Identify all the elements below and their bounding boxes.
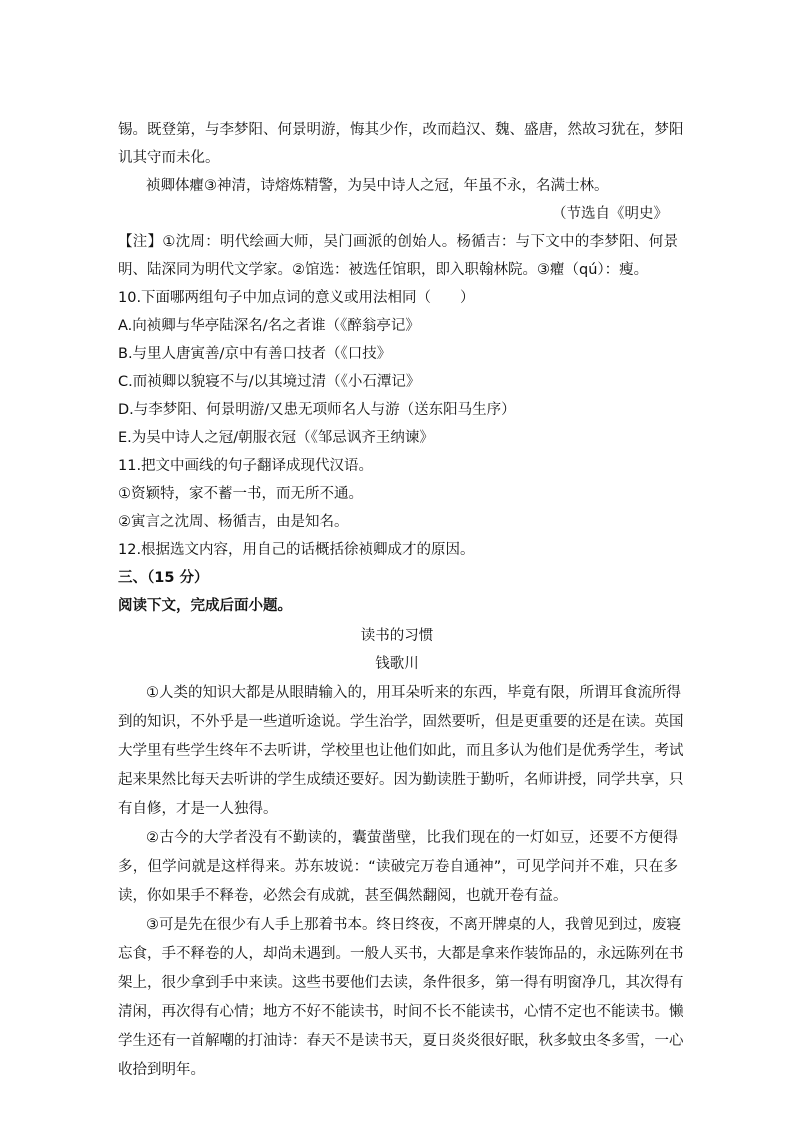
passage-line: 锡。既登第，与李梦阳、何景明游，悔其少作，改而趋汉、魏、盛唐，然故习犹在，梦阳	[118, 122, 684, 138]
article-line: 读，你如果手不释卷，必然会有成就，甚至偶然翻阅，也就开卷有益。	[118, 888, 568, 904]
article-title: 读书的习惯	[360, 628, 434, 644]
article-line: ②古今的大学者没有不勤读的，囊萤凿壁，比我们现在的一灯如豆，还要不方便得	[146, 830, 678, 846]
passage-line: 讥其守而未化。	[118, 150, 220, 166]
article-line: 多，但学问就是这样得来。苏东坡说：“读破完万卷自通神”，可见学问并不难，只在多	[118, 859, 678, 875]
question-10-option-d: D.与李梦阳、何景明游/又患无项师名人与游（送东阳马生序）	[118, 402, 516, 418]
question-10-option-a: A.向祯卿与华亭陆深名/名之者谁（《醉翁亭记》	[118, 318, 420, 334]
passage-source: （节选自《明史》	[552, 206, 668, 222]
question-10-option-b: B.与里人唐寅善/京中有善口技者（《口技》	[118, 346, 392, 362]
article-line: 到的知识，不外乎是一些道听途说。学生治学，固然要听，但是更重要的还是在读。英国	[118, 714, 684, 730]
question-10-option-e: E.为吴中诗人之冠/朝服衣冠（《邹忌讽齐王纳谏》	[118, 430, 434, 446]
article-line: 大学里有些学生终年不去听讲，学校里也让他们如此，而且多认为他们是优秀学生，考试	[118, 743, 684, 759]
notes-line: 明、陆深同为明代文学家。②馆选：被选任馆职，即入职翰林院。③癯（qú）：瘦。	[118, 262, 649, 278]
notes-line: 【注】①沈周：明代绘画大师，吴门画派的创始人。杨循吉：与下文中的李梦阳、何景	[118, 234, 678, 250]
article-line: 有自修，才是一人独得。	[118, 801, 278, 817]
article-line: 架上，很少拿到手中来读。这些书要他们去读，条件很多，第一得有明窗净几，其次得有	[118, 975, 684, 991]
question-11-item-1: ①资颖特，家不蓄一书，而无所不通。	[118, 486, 363, 502]
article-line: 收拾到明年。	[118, 1062, 205, 1078]
article-line: 起来果然比每天去听讲的学生成绩还要好。因为勤读胜于勤听，名师讲授，同学共享，只	[118, 772, 684, 788]
article-line: 忘食，手不释卷的人，却尚未遇到。一般人买书，大都是拿来作装饰品的，永远陈列在书	[118, 946, 684, 962]
article-author: 钱歌川	[375, 656, 419, 672]
section-3-header: 三、（15 分）	[118, 570, 209, 586]
question-11-stem: 11.把文中画线的句子翻译成现代汉语。	[118, 458, 374, 474]
question-11-item-2: ②寅言之沈周、杨循吉，由是知名。	[118, 514, 349, 530]
section-3-instruction: 阅读下文，完成后面小题。	[118, 598, 292, 614]
question-12-stem: 12.根据选文内容，用自己的话概括徐祯卿成才的原因。	[118, 542, 475, 558]
passage-line: 祯卿体癯③神清，诗熔炼精警，为吴中诗人之冠，年虽不永，名满士林。	[146, 178, 609, 194]
article-line: ③可是先在很少有人手上那着书本。终日终夜，不离开牌桌的人，我曾见到过，废寝	[146, 917, 681, 933]
question-10-option-c: C.而祯卿以貌寝不与/以其境过清（《小石潭记》	[118, 374, 421, 390]
article-line: 清闲，再次得有心情；地方不好不能读书，时间不长不能读书，心情不定也不能读书。懒	[118, 1004, 684, 1020]
question-10-stem: 10.下面哪两组句子中加点词的意义或用法相同（ ）	[118, 290, 475, 306]
article-line: 学生还有一首解嘲的打油诗：春天不是读书天，夏日炎炎很好眠，秋多蚊虫冬多雪，一心	[118, 1033, 684, 1049]
article-line: ①人类的知识大都是从眼睛输入的，用耳朵听来的东西，毕竟有限，所谓耳食流所得	[146, 685, 681, 701]
